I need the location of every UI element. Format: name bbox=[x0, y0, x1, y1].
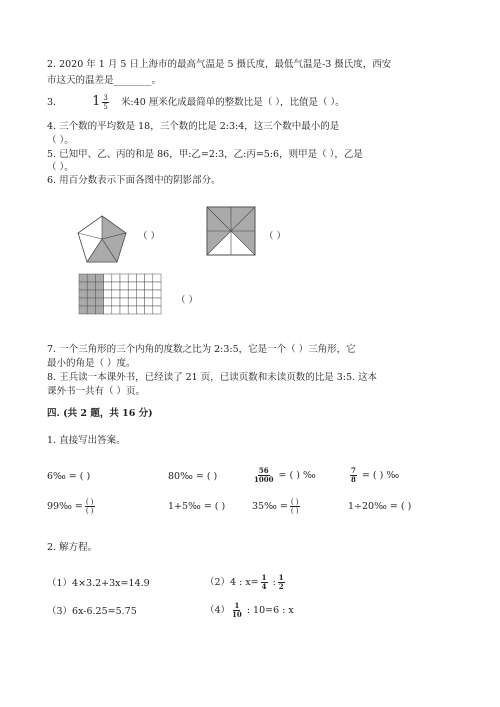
p2-e4: （4） $\frac{1}{10}$ : 10=6 : x bbox=[205, 601, 294, 619]
square-figure bbox=[206, 206, 256, 256]
grid-cell bbox=[136, 290, 144, 298]
grid-cell bbox=[79, 306, 87, 314]
q4-line2: （ ）。 bbox=[47, 135, 74, 146]
grid-cell bbox=[95, 298, 103, 306]
grid-cell bbox=[87, 306, 95, 314]
grid-cell bbox=[153, 290, 161, 298]
grid-cell bbox=[104, 282, 112, 290]
grid-cell bbox=[112, 282, 120, 290]
p1-r2-a: 99‰ = $\frac{( )}{( )}$ bbox=[47, 498, 94, 515]
grid-cell bbox=[153, 282, 161, 290]
grid-cell bbox=[79, 282, 87, 290]
p2-e1: （1）4×3.2+3x=14.9 bbox=[47, 578, 150, 589]
q3-rest: 米:40 厘米化成最简单的整数比是（ ），比值是（ ）。 bbox=[120, 97, 345, 108]
q6-blank1: （ ） bbox=[138, 231, 161, 242]
grid-cell bbox=[104, 274, 112, 282]
q6-text: 6. 用百分数表示下面各图中的阴影部分。 bbox=[47, 175, 221, 186]
q8-line1: 8. 王兵读一本课外书，已经读了 21 页，已读页数和未读页数的比是 3:5. 这本 bbox=[47, 372, 378, 383]
grid-cell bbox=[128, 274, 136, 282]
grid-cell bbox=[79, 290, 87, 298]
q7-line1: 7. 一个三角形的三个内角的度数之比为 2:3:5，它是一个（ ）三角形，它 bbox=[47, 344, 356, 355]
grid-cell bbox=[120, 282, 128, 290]
p1-r2-b: 1+5‰ = ( ) bbox=[168, 501, 226, 512]
p1-title: 1. 直接写出答案。 bbox=[47, 435, 126, 446]
grid-figure bbox=[78, 273, 162, 315]
q7-line2: 最小的角是（ ）度。 bbox=[47, 358, 136, 369]
grid-cell bbox=[128, 306, 136, 314]
section-title: 四. (共 2 题，共 16 分) bbox=[47, 408, 153, 419]
q3-line bbox=[47, 94, 345, 111]
p1-r1-c: $\frac{56}{1000}$ = ( ) ‰ bbox=[254, 466, 316, 484]
grid-cell bbox=[79, 274, 87, 282]
grid-cell bbox=[153, 306, 161, 314]
grid-cell bbox=[120, 298, 128, 306]
grid-cell bbox=[104, 298, 112, 306]
grid-cell bbox=[145, 298, 153, 306]
grid-cell bbox=[79, 298, 87, 306]
p1-r2-d: 1÷20‰ = ( ) bbox=[348, 501, 412, 512]
grid-cell bbox=[128, 298, 136, 306]
p1-r1-b: 80‰ = ( ) bbox=[168, 471, 218, 482]
q6-blank3: （ ） bbox=[176, 295, 199, 306]
q2-line2: 市这天的温差是________。 bbox=[47, 75, 162, 86]
grid-cell bbox=[145, 290, 153, 298]
grid-cell bbox=[95, 290, 103, 298]
p1-r2-c: 35‰ = $\frac{( )}{( )}$ bbox=[252, 498, 299, 515]
grid-cell bbox=[128, 290, 136, 298]
q3-whole: 1 bbox=[92, 94, 101, 109]
p1-r1-d: $\frac{7}{8}$ = ( ) ‰ bbox=[351, 466, 400, 484]
q2-line1: 2. 2020 年 1 月 5 日上海市的最高气温是 5 摄氏度，最低气温是-3 摄氏度，西安 bbox=[47, 59, 392, 70]
grid-cell bbox=[104, 290, 112, 298]
grid-cell bbox=[120, 290, 128, 298]
grid-cell bbox=[87, 290, 95, 298]
grid-cell bbox=[120, 306, 128, 314]
grid-cell bbox=[104, 306, 112, 314]
grid-cell bbox=[136, 274, 144, 282]
grid-cell bbox=[128, 282, 136, 290]
grid-cell bbox=[136, 298, 144, 306]
grid-cell bbox=[136, 282, 144, 290]
q3-fraction: $\frac{3}{5}$ bbox=[103, 94, 108, 111]
p2-title: 2. 解方程。 bbox=[47, 542, 98, 553]
p1-r1-a: 6‰ = ( ) bbox=[47, 471, 91, 482]
grid-cell bbox=[112, 298, 120, 306]
grid-cell bbox=[87, 298, 95, 306]
q8-line2: 课外书一共有（ ）页。 bbox=[47, 386, 146, 397]
grid-cell bbox=[87, 274, 95, 282]
grid-cell bbox=[112, 274, 120, 282]
p2-e3: （3）6x-6.25=5.75 bbox=[47, 606, 137, 617]
grid-cell bbox=[95, 274, 103, 282]
q4-line1: 4. 三个数的平均数是 18，三个数的比是 2:3:4，这三个数中最小的是 bbox=[47, 121, 340, 132]
grid-cell bbox=[120, 274, 128, 282]
grid-cell bbox=[87, 282, 95, 290]
grid-cell bbox=[145, 282, 153, 290]
q3-prefix: 3. bbox=[47, 97, 57, 108]
grid-cell bbox=[112, 306, 120, 314]
grid-cell bbox=[153, 274, 161, 282]
grid-cell bbox=[153, 298, 161, 306]
p2-e2: （2）4 : x= $\frac{1}{4}$ : $\frac{1}{2}$ bbox=[205, 573, 284, 591]
q5-line1: 5. 已知甲、乙、丙的和是 86，甲:乙=2:3，乙:丙=5:6，则甲是（ ），乙是 bbox=[47, 149, 363, 160]
grid-cell bbox=[95, 282, 103, 290]
grid-cell bbox=[136, 306, 144, 314]
q6-blank2: （ ） bbox=[264, 231, 287, 242]
grid-cell bbox=[145, 306, 153, 314]
q5-line2: （ ）。 bbox=[47, 162, 74, 173]
grid-cell bbox=[95, 306, 103, 314]
grid-cell bbox=[112, 290, 120, 298]
pentagon-figure bbox=[76, 214, 128, 264]
grid-cell bbox=[145, 274, 153, 282]
